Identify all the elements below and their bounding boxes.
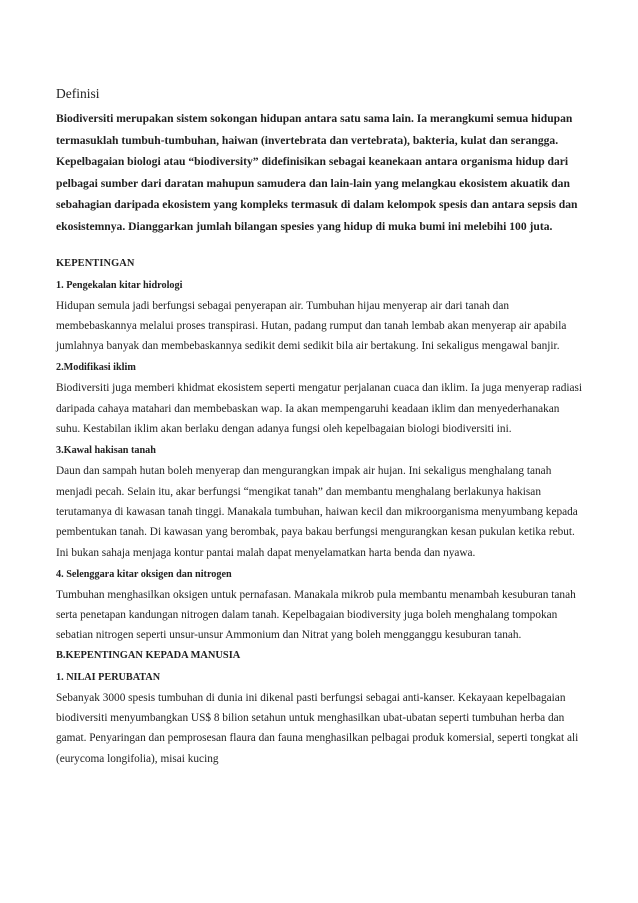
manusia-heading: B.KEPENTINGAN KEPADA MANUSIA xyxy=(56,649,241,661)
kepentingan-item-3-title: 3.Kawal hakisan tanah xyxy=(56,445,156,457)
manusia-item-1-title: 1. NILAI PERUBATAN xyxy=(56,671,161,683)
definisi-heading: Definisi xyxy=(56,86,100,101)
kepentingan-item-2-text: Biodiversiti juga memberi khidmat ekosistem seperti mengatur perjalanan cuaca dan iklim. Ia juga menyerap radiasi daripada cahaya matahari dan membebaskan wap. Ia akan mempengaruhi keadaan iklim dan menyederhanakan suhu. Kestabilan iklim akan berlaku dengan adanya fungsi oleh kepelbagaian biologi biodiversiti ini. xyxy=(56,382,583,436)
definisi-paragraph: Biodiversiti merupakan sistem sokongan hidupan antara satu sama lain. Ia merangkumi semua hidupan termasuklah tumbuh-tumbuhan, haiwan (invertebrata dan vertebrata), bakteria, kulat dan serangga. Kepelbagaian biologi atau “biodiversity” didefinisikan sebagai keanekaan antara organisma hidup dari pelbagai sumber dari daratan mahupun samudera dan lain-lain yang melangkau ekosistem akuatik dan sebahagian daripada ekosistem yang kompleks termasuk di dalam kelompok spesis dan antara sepsis dan ekosistemnya. Dianggarkan jumlah bilangan spesies yang hidup di muka bumi ini melebihi 100 juta. xyxy=(56,112,578,233)
manusia-item-1-text: Sebanyak 3000 spesis tumbuhan di dunia ini dikenal pasti berfungsi sebagai anti-kanser. Kekayaan kepelbagaian biodiversiti menyumbangkan US$ 8 bilion setahun untuk menghasilkan ubat-ubatan seperti tumbuhan herba dan gamat. Penyaringan dan pemprosesan flaura dan fauna menghasilkan pelbagai produk komersial, seperti tongkat ali (eurycoma longifolia), misai kucing xyxy=(56,691,579,765)
kepentingan-item-1-title: 1. Pengekalan kitar hidrologi xyxy=(56,279,183,291)
kepentingan-item-2-title: 2.Modifikasi iklim xyxy=(56,362,136,374)
kepentingan-item-4-text: Tumbuhan menghasilkan oksigen untuk pernafasan. Manakala mikrob pula membantu menambah kesuburan tanah serta penetapan kandungan nitrogen dalam tanah. Kepelbagaian biodiversity juga boleh menghalang tompokan sebatian nitrogen seperti unsur-unsur Ammonium dan Nitrat yang boleh mengganggu kesuburan tanah. xyxy=(56,588,576,642)
kepentingan-item-1-text: Hidupan semula jadi berfungsi sebagai penyerapan air. Tumbuhan hijau menyerap air dari tanah dan membebaskannya melalui proses transpirasi. Hutan, padang rumput dan tanah lembab akan menyerap air apabila jumlahnya banyak dan membebaskannya sedikit demi sedikit bila air bertakung. Ini sekaligus mengawal banjir. xyxy=(56,299,567,353)
kepentingan-heading: KEPENTINGAN xyxy=(56,257,135,269)
kepentingan-item-4-title: 4. Selenggara kitar oksigen dan nitrogen xyxy=(56,568,232,580)
kepentingan-item-3-text: Daun dan sampah hutan boleh menyerap dan mengurangkan impak air hujan. Ini sekaligus menghalang tanah menjadi pecah. Selain itu, akar berfungsi “mengikat tanah” dan membantu menghalang berlakunya hakisan terutamanya di kawasan tanah tinggi. Manakala tumbuhan, haiwan kecil dan mikroorganisma menyumbang kepada pembentukan tanah. Di kawasan yang berombak, paya bakau berfungsi mengurangkan kesan pukulan ketika rebut. Ini bukan sahaja menjaga kontur pantai malah dapat menyelamatkan harta benda dan nyawa. xyxy=(56,465,578,559)
document-page xyxy=(56,84,586,769)
